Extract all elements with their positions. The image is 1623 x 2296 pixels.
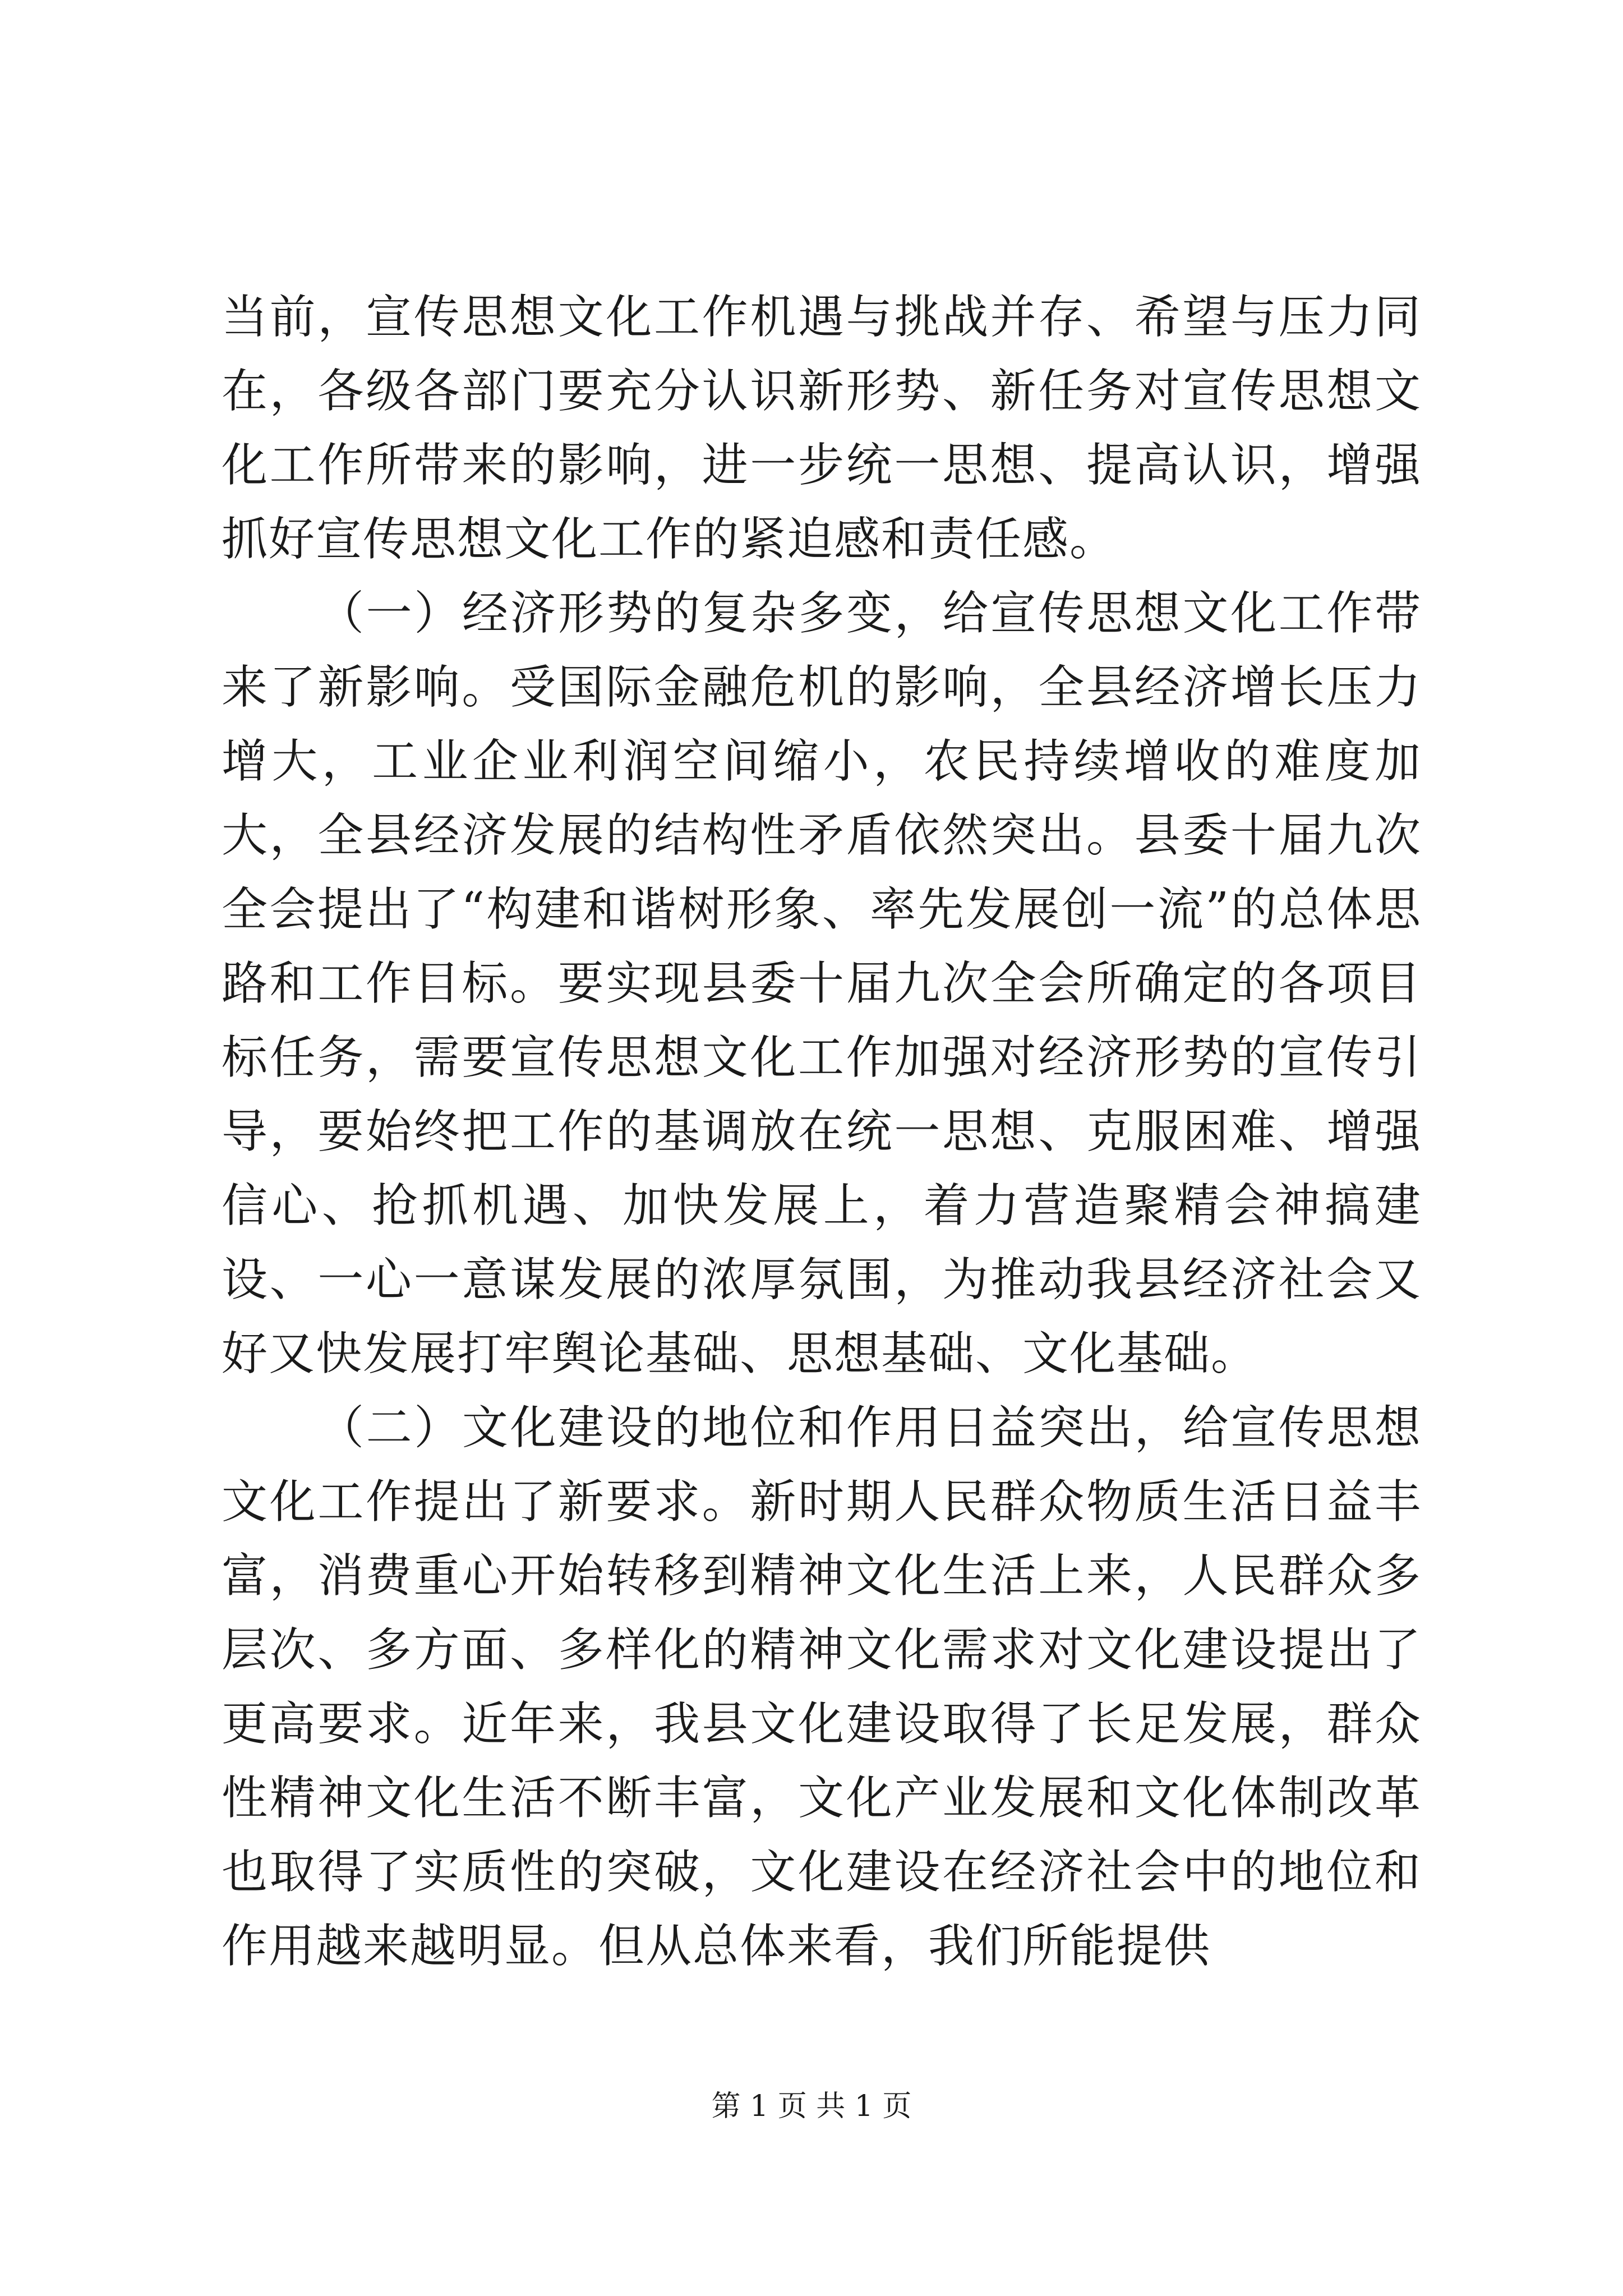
paragraph-cultural-construction: （二）文化建设的地位和作用日益突出，给宣传思想文化工作提出了新要求。新时期人民群众物质生活日益丰富，消费重心开始转移到精神文化生活上来，人民群众多层次、多方面、多样化的精神文化需求对文化建设提出了更高要求。近年来，我县文化建设取得了长足发展，群众性精神文化生活不断丰富，文化产业发展和文化体制改革也取得了实质性的突破，文化建设在经济社会中的地位和作用越来越明显。但从总体来看，我们所能提供 bbox=[222, 1401, 1422, 1973]
paragraph-intro: 当前，宣传思想文化工作机遇与挑战并存、希望与压力同在，各级各部门要充分认识新形势、新任务对宣传思想文化工作所带来的影响，进一步统一思想、提高认识，增强抓好宣传思想文化工作的紧迫感和责任感。 bbox=[222, 291, 1422, 566]
paragraph-economic-situation: （一）经济形势的复杂多变，给宣传思想文化工作带来了新影响。受国际金融危机的影响，全县经济增长压力增大，工业企业利润空间缩小，农民持续增收的难度加大，全县经济发展的结构性矛盾依然突出。县委十届九次全会提出了“构建和谐树形象、率先发展创一流”的总体思路和工作目标。要实现县委十届九次全会所确定的各项目标任务，需要宣传思想文化工作加强对经济形势的宣传引导，要始终把工作的基调放在统一思想、克服困难、增强信心、抢抓机遇、加快发展上，着力营造聚精会神搞建设、一心一意谋发展的浓厚氛围，为推动我县经济社会又好又快发展打牢舆论基础、思想基础、文化基础。 bbox=[222, 587, 1422, 1381]
page-footer: 第 1 页 共 1 页 bbox=[711, 2090, 912, 2123]
document-body bbox=[222, 280, 1422, 1984]
